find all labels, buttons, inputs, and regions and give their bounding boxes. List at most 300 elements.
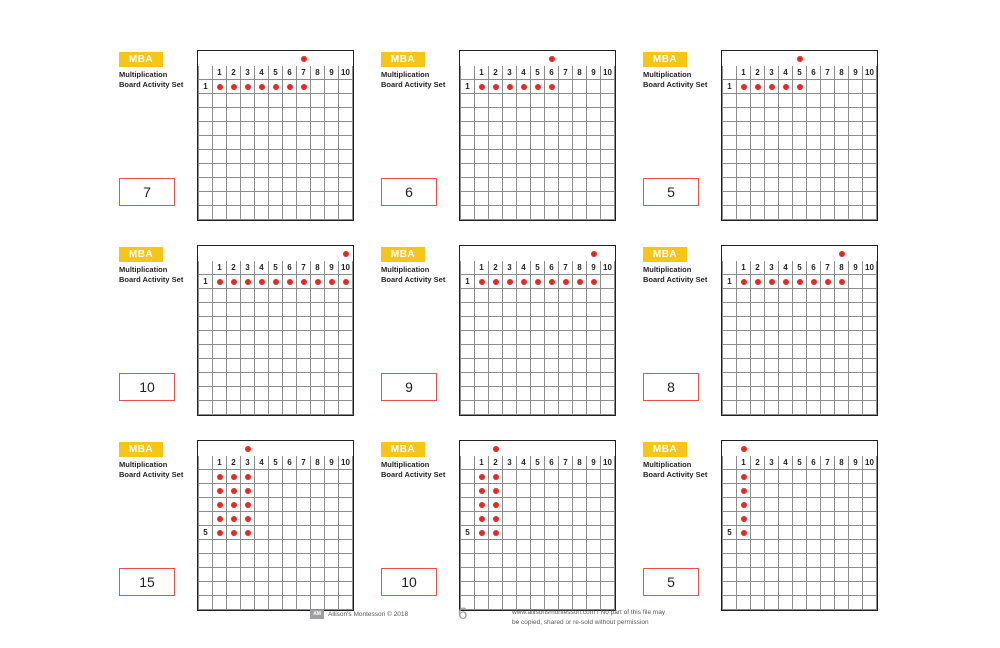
board-cell[interactable] [545, 80, 559, 94]
marker-cell[interactable] [807, 247, 821, 261]
board-cell[interactable] [227, 359, 241, 373]
board-cell[interactable] [545, 359, 559, 373]
marker-cell[interactable] [325, 247, 339, 261]
board-cell[interactable] [793, 108, 807, 122]
board-cell[interactable] [545, 401, 559, 415]
board-cell[interactable] [751, 289, 765, 303]
board-cell[interactable] [793, 401, 807, 415]
board-cell[interactable] [213, 150, 227, 164]
board-cell[interactable] [779, 484, 793, 498]
board-cell[interactable] [835, 178, 849, 192]
board-cell[interactable] [793, 484, 807, 498]
board-cell[interactable] [807, 359, 821, 373]
board-cell[interactable] [531, 108, 545, 122]
board-cell[interactable] [807, 554, 821, 568]
board-cell[interactable] [227, 108, 241, 122]
marker-cell[interactable] [269, 247, 283, 261]
marker-cell[interactable] [545, 442, 559, 456]
marker-cell[interactable] [311, 442, 325, 456]
board-cell[interactable] [255, 345, 269, 359]
board-cell[interactable] [863, 192, 877, 206]
board-cell[interactable] [311, 164, 325, 178]
board-cell[interactable] [779, 345, 793, 359]
board-cell[interactable] [737, 164, 751, 178]
board-cell[interactable] [531, 582, 545, 596]
board-cell[interactable] [849, 303, 863, 317]
board-cell[interactable] [545, 108, 559, 122]
board-cell[interactable] [835, 498, 849, 512]
board-cell[interactable] [737, 470, 751, 484]
board-cell[interactable] [517, 94, 531, 108]
board-cell[interactable] [531, 80, 545, 94]
marker-cell[interactable] [835, 52, 849, 66]
board-cell[interactable] [601, 582, 615, 596]
board-cell[interactable] [807, 136, 821, 150]
board-cell[interactable] [849, 80, 863, 94]
board-cell[interactable] [241, 150, 255, 164]
board-cell[interactable] [807, 526, 821, 540]
answer-box[interactable]: 15 [119, 568, 175, 596]
board-cell[interactable] [339, 80, 353, 94]
board-cell[interactable] [545, 164, 559, 178]
marker-cell[interactable] [751, 247, 765, 261]
board-cell[interactable] [489, 512, 503, 526]
board-cell[interactable] [779, 192, 793, 206]
board-cell[interactable] [255, 331, 269, 345]
board-cell[interactable] [559, 122, 573, 136]
board-cell[interactable] [269, 373, 283, 387]
board-cell[interactable] [227, 554, 241, 568]
board-cell[interactable] [241, 554, 255, 568]
board-cell[interactable] [531, 568, 545, 582]
board-cell[interactable] [269, 484, 283, 498]
board-cell[interactable] [283, 401, 297, 415]
board-cell[interactable] [255, 387, 269, 401]
board-cell[interactable] [325, 484, 339, 498]
marker-cell[interactable] [737, 52, 751, 66]
board-cell[interactable] [489, 192, 503, 206]
board-cell[interactable] [559, 484, 573, 498]
board-cell[interactable] [227, 303, 241, 317]
board-cell[interactable] [325, 192, 339, 206]
board-cell[interactable] [807, 150, 821, 164]
marker-cell[interactable] [241, 247, 255, 261]
board-cell[interactable] [517, 387, 531, 401]
board-cell[interactable] [559, 470, 573, 484]
board-cell[interactable] [601, 554, 615, 568]
marker-cell[interactable] [517, 247, 531, 261]
board-cell[interactable] [601, 164, 615, 178]
board-cell[interactable] [601, 387, 615, 401]
board-cell[interactable] [807, 303, 821, 317]
board-cell[interactable] [793, 540, 807, 554]
board-cell[interactable] [765, 192, 779, 206]
board-cell[interactable] [573, 582, 587, 596]
board-cell[interactable] [489, 401, 503, 415]
board-cell[interactable] [863, 345, 877, 359]
board-cell[interactable] [531, 498, 545, 512]
board-cell[interactable] [269, 178, 283, 192]
board-cell[interactable] [751, 206, 765, 220]
board-cell[interactable] [559, 94, 573, 108]
board-cell[interactable] [559, 80, 573, 94]
board-cell[interactable] [779, 136, 793, 150]
board-cell[interactable] [793, 470, 807, 484]
board-cell[interactable] [255, 206, 269, 220]
marker-cell[interactable] [765, 442, 779, 456]
board-cell[interactable] [559, 317, 573, 331]
board-cell[interactable] [241, 80, 255, 94]
board-cell[interactable] [863, 540, 877, 554]
marker-cell[interactable] [255, 52, 269, 66]
board-cell[interactable] [821, 80, 835, 94]
board-cell[interactable] [297, 568, 311, 582]
board-cell[interactable] [849, 512, 863, 526]
board-cell[interactable] [751, 122, 765, 136]
board-cell[interactable] [765, 122, 779, 136]
board-cell[interactable] [587, 80, 601, 94]
board-cell[interactable] [835, 150, 849, 164]
board-cell[interactable] [255, 275, 269, 289]
board-cell[interactable] [835, 470, 849, 484]
board-cell[interactable] [545, 178, 559, 192]
board-cell[interactable] [821, 317, 835, 331]
board-cell[interactable] [255, 470, 269, 484]
board-cell[interactable] [489, 359, 503, 373]
marker-cell[interactable] [311, 52, 325, 66]
board-cell[interactable] [807, 540, 821, 554]
board-cell[interactable] [269, 136, 283, 150]
board-cell[interactable] [297, 136, 311, 150]
board-cell[interactable] [793, 582, 807, 596]
board-cell[interactable] [821, 331, 835, 345]
board-cell[interactable] [531, 373, 545, 387]
board-cell[interactable] [849, 317, 863, 331]
marker-cell[interactable] [821, 247, 835, 261]
board-cell[interactable] [311, 345, 325, 359]
board-cell[interactable] [227, 526, 241, 540]
board-cell[interactable] [311, 108, 325, 122]
board-cell[interactable] [283, 206, 297, 220]
board-cell[interactable] [545, 317, 559, 331]
marker-cell[interactable] [559, 52, 573, 66]
board-cell[interactable] [835, 401, 849, 415]
board-cell[interactable] [765, 303, 779, 317]
board-cell[interactable] [573, 484, 587, 498]
board-cell[interactable] [227, 498, 241, 512]
board-cell[interactable] [545, 484, 559, 498]
board-cell[interactable] [807, 289, 821, 303]
board-cell[interactable] [255, 108, 269, 122]
board-cell[interactable] [475, 331, 489, 345]
board-cell[interactable] [765, 554, 779, 568]
board-cell[interactable] [311, 540, 325, 554]
board-cell[interactable] [807, 484, 821, 498]
marker-cell[interactable] [587, 52, 601, 66]
board-cell[interactable] [311, 122, 325, 136]
board-cell[interactable] [849, 498, 863, 512]
board-cell[interactable] [339, 401, 353, 415]
marker-cell[interactable] [489, 442, 503, 456]
board-cell[interactable] [255, 136, 269, 150]
board-cell[interactable] [587, 150, 601, 164]
board-cell[interactable] [297, 554, 311, 568]
marker-cell[interactable] [489, 247, 503, 261]
board-cell[interactable] [765, 470, 779, 484]
board-cell[interactable] [765, 484, 779, 498]
board-cell[interactable] [269, 540, 283, 554]
board-cell[interactable] [751, 317, 765, 331]
board-cell[interactable] [751, 150, 765, 164]
marker-cell[interactable] [863, 442, 877, 456]
board-cell[interactable] [325, 150, 339, 164]
board-cell[interactable] [587, 108, 601, 122]
board-cell[interactable] [311, 317, 325, 331]
board-cell[interactable] [573, 526, 587, 540]
board-cell[interactable] [601, 526, 615, 540]
board-cell[interactable] [475, 540, 489, 554]
marker-cell[interactable] [339, 52, 353, 66]
board-cell[interactable] [255, 526, 269, 540]
board-cell[interactable] [821, 387, 835, 401]
board-cell[interactable] [517, 164, 531, 178]
board-cell[interactable] [751, 540, 765, 554]
board-cell[interactable] [283, 122, 297, 136]
board-cell[interactable] [297, 512, 311, 526]
board-cell[interactable] [503, 526, 517, 540]
board-cell[interactable] [737, 582, 751, 596]
board-cell[interactable] [269, 317, 283, 331]
board-cell[interactable] [241, 303, 255, 317]
board-cell[interactable] [269, 150, 283, 164]
board-cell[interactable] [573, 317, 587, 331]
board-cell[interactable] [269, 192, 283, 206]
board-cell[interactable] [863, 164, 877, 178]
board-cell[interactable] [821, 164, 835, 178]
board-cell[interactable] [751, 512, 765, 526]
board-cell[interactable] [255, 164, 269, 178]
board-cell[interactable] [255, 401, 269, 415]
board-cell[interactable] [475, 401, 489, 415]
marker-cell[interactable] [765, 52, 779, 66]
board-cell[interactable] [863, 289, 877, 303]
board-cell[interactable] [779, 582, 793, 596]
board-cell[interactable] [779, 150, 793, 164]
board-cell[interactable] [297, 108, 311, 122]
board-cell[interactable] [297, 401, 311, 415]
board-cell[interactable] [255, 317, 269, 331]
board-cell[interactable] [587, 331, 601, 345]
board-cell[interactable] [863, 512, 877, 526]
board-cell[interactable] [601, 345, 615, 359]
board-cell[interactable] [849, 582, 863, 596]
board-cell[interactable] [545, 345, 559, 359]
board-cell[interactable] [751, 498, 765, 512]
board-cell[interactable] [573, 122, 587, 136]
board-cell[interactable] [545, 192, 559, 206]
board-cell[interactable] [807, 498, 821, 512]
marker-cell[interactable] [807, 442, 821, 456]
board-cell[interactable] [227, 317, 241, 331]
board-cell[interactable] [751, 387, 765, 401]
board-cell[interactable] [297, 582, 311, 596]
board-cell[interactable] [503, 401, 517, 415]
board-cell[interactable] [241, 526, 255, 540]
board-cell[interactable] [297, 192, 311, 206]
board-cell[interactable] [573, 80, 587, 94]
board-cell[interactable] [559, 206, 573, 220]
board-cell[interactable] [297, 80, 311, 94]
board-cell[interactable] [475, 206, 489, 220]
board-cell[interactable] [339, 289, 353, 303]
board-cell[interactable] [601, 275, 615, 289]
marker-cell[interactable] [325, 442, 339, 456]
board-cell[interactable] [573, 303, 587, 317]
board-cell[interactable] [241, 498, 255, 512]
board-cell[interactable] [751, 136, 765, 150]
board-cell[interactable] [517, 136, 531, 150]
board-cell[interactable] [835, 275, 849, 289]
board-cell[interactable] [339, 359, 353, 373]
board-cell[interactable] [601, 122, 615, 136]
marker-cell[interactable] [297, 442, 311, 456]
board-cell[interactable] [227, 94, 241, 108]
board-cell[interactable] [587, 373, 601, 387]
board-cell[interactable] [765, 540, 779, 554]
board-cell[interactable] [475, 470, 489, 484]
board-cell[interactable] [821, 373, 835, 387]
board-cell[interactable] [283, 554, 297, 568]
board-cell[interactable] [587, 275, 601, 289]
marker-cell[interactable] [269, 52, 283, 66]
board-cell[interactable] [489, 178, 503, 192]
board-cell[interactable] [737, 206, 751, 220]
board-cell[interactable] [573, 401, 587, 415]
board-cell[interactable] [587, 484, 601, 498]
board-cell[interactable] [517, 554, 531, 568]
board-cell[interactable] [241, 289, 255, 303]
marker-cell[interactable] [835, 247, 849, 261]
board-cell[interactable] [269, 206, 283, 220]
marker-cell[interactable] [227, 247, 241, 261]
board-cell[interactable] [863, 582, 877, 596]
board-cell[interactable] [325, 303, 339, 317]
board-cell[interactable] [227, 275, 241, 289]
board-cell[interactable] [475, 80, 489, 94]
board-cell[interactable] [227, 164, 241, 178]
board-cell[interactable] [587, 192, 601, 206]
board-cell[interactable] [821, 275, 835, 289]
board-cell[interactable] [765, 317, 779, 331]
marker-cell[interactable] [737, 247, 751, 261]
board-cell[interactable] [517, 470, 531, 484]
board-cell[interactable] [863, 484, 877, 498]
board-cell[interactable] [531, 345, 545, 359]
board-cell[interactable] [531, 303, 545, 317]
board-cell[interactable] [559, 192, 573, 206]
marker-cell[interactable] [559, 247, 573, 261]
board-cell[interactable] [559, 401, 573, 415]
board-cell[interactable] [255, 192, 269, 206]
board-cell[interactable] [213, 345, 227, 359]
board-cell[interactable] [311, 526, 325, 540]
board-cell[interactable] [587, 303, 601, 317]
board-cell[interactable] [489, 345, 503, 359]
board-cell[interactable] [503, 554, 517, 568]
board-cell[interactable] [807, 317, 821, 331]
board-cell[interactable] [821, 150, 835, 164]
board-cell[interactable] [545, 331, 559, 345]
marker-cell[interactable] [849, 247, 863, 261]
board-cell[interactable] [835, 540, 849, 554]
board-cell[interactable] [531, 192, 545, 206]
board-cell[interactable] [283, 150, 297, 164]
board-cell[interactable] [325, 136, 339, 150]
board-cell[interactable] [311, 206, 325, 220]
board-cell[interactable] [737, 373, 751, 387]
board-cell[interactable] [489, 582, 503, 596]
marker-cell[interactable] [835, 442, 849, 456]
marker-cell[interactable] [531, 247, 545, 261]
board-cell[interactable] [863, 136, 877, 150]
board-cell[interactable] [503, 331, 517, 345]
board-cell[interactable] [807, 582, 821, 596]
answer-box[interactable]: 7 [119, 178, 175, 206]
board-cell[interactable] [835, 164, 849, 178]
board-cell[interactable] [269, 122, 283, 136]
board-cell[interactable] [765, 387, 779, 401]
board-cell[interactable] [587, 387, 601, 401]
board-cell[interactable] [241, 582, 255, 596]
board-cell[interactable] [573, 470, 587, 484]
board-cell[interactable] [545, 94, 559, 108]
board-cell[interactable] [779, 164, 793, 178]
board-cell[interactable] [863, 387, 877, 401]
board-cell[interactable] [751, 526, 765, 540]
board-cell[interactable] [835, 512, 849, 526]
board-cell[interactable] [531, 540, 545, 554]
board-cell[interactable] [835, 289, 849, 303]
board-cell[interactable] [489, 540, 503, 554]
board-cell[interactable] [503, 345, 517, 359]
board-cell[interactable] [751, 164, 765, 178]
board-cell[interactable] [517, 275, 531, 289]
board-cell[interactable] [821, 568, 835, 582]
board-cell[interactable] [751, 554, 765, 568]
board-cell[interactable] [601, 136, 615, 150]
board-cell[interactable] [821, 192, 835, 206]
marker-cell[interactable] [227, 52, 241, 66]
marker-cell[interactable] [587, 442, 601, 456]
board-cell[interactable] [503, 122, 517, 136]
board-cell[interactable] [779, 275, 793, 289]
board-cell[interactable] [587, 526, 601, 540]
board-cell[interactable] [545, 289, 559, 303]
board-cell[interactable] [269, 470, 283, 484]
board-cell[interactable] [821, 498, 835, 512]
board-cell[interactable] [503, 178, 517, 192]
board-cell[interactable] [311, 94, 325, 108]
board-cell[interactable] [283, 568, 297, 582]
board-cell[interactable] [517, 401, 531, 415]
board-cell[interactable] [793, 122, 807, 136]
board-cell[interactable] [779, 178, 793, 192]
marker-cell[interactable] [269, 442, 283, 456]
board-cell[interactable] [793, 80, 807, 94]
marker-cell[interactable] [325, 52, 339, 66]
marker-cell[interactable] [255, 247, 269, 261]
board-cell[interactable] [269, 526, 283, 540]
